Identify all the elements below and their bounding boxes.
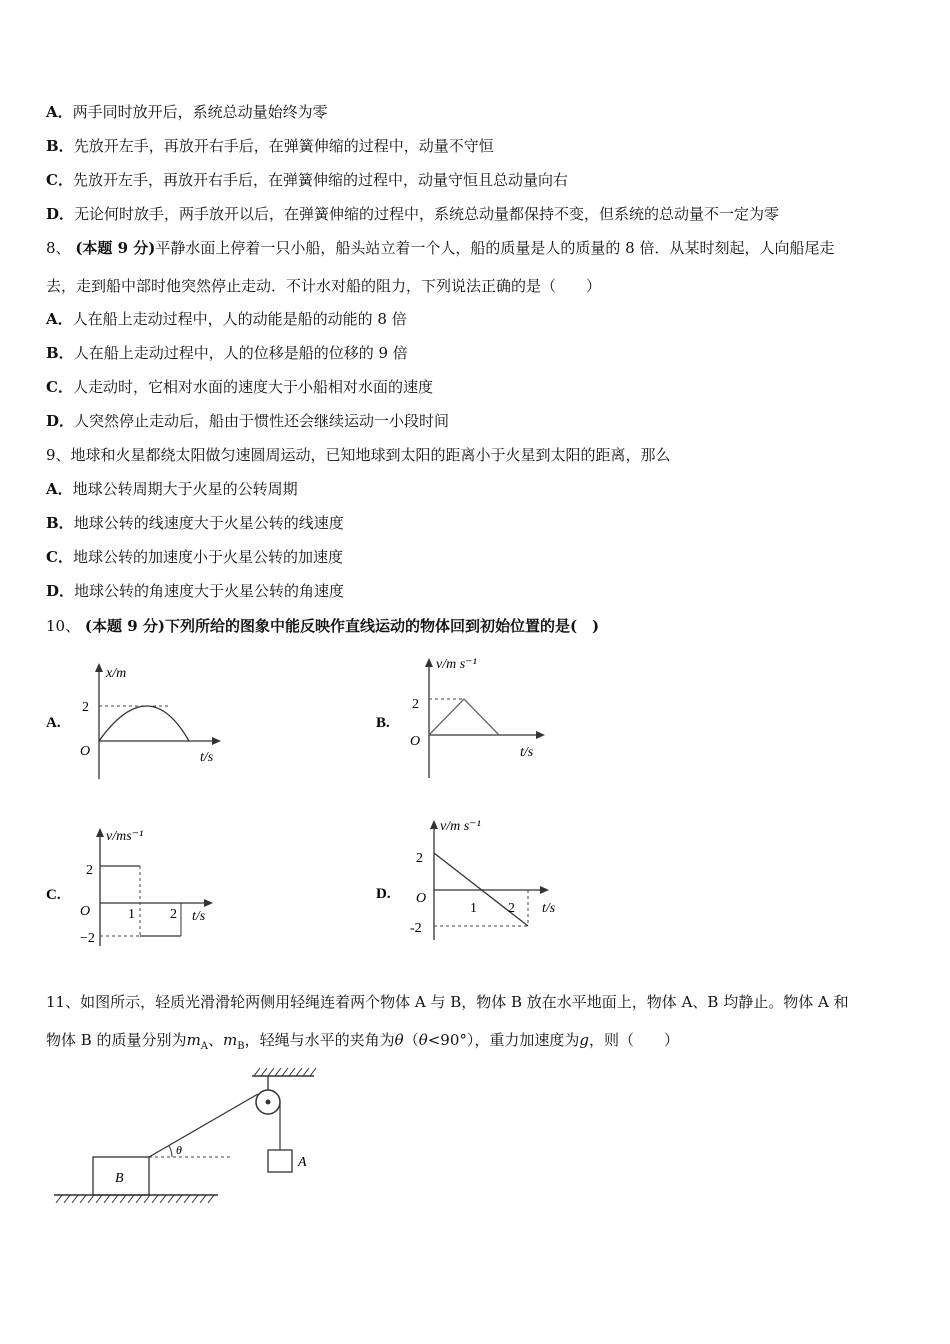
q8-option-b <box>46 343 408 363</box>
graph-c-label: C. <box>46 887 61 903</box>
x-axis-label: t/s <box>520 745 534 760</box>
x-axis-label: t/s <box>200 750 214 765</box>
y-axis-arrow <box>95 663 103 672</box>
y-tick-negative: −2 <box>80 931 95 946</box>
x-axis-arrow <box>536 731 545 739</box>
option-label: C． <box>46 548 73 566</box>
option-label: C． <box>46 171 73 189</box>
y-axis-arrow <box>96 828 104 837</box>
option-label: D． <box>46 582 75 600</box>
mass-a-subscript: A <box>200 1041 209 1052</box>
ground-hatch <box>56 1195 214 1203</box>
y-axis-label: v/m s⁻¹ <box>440 819 481 834</box>
text-segment: （ <box>403 1031 419 1049</box>
option-label: B． <box>46 514 74 532</box>
block-a-label: A <box>298 1155 307 1170</box>
q8-option-c <box>46 377 433 397</box>
graph-b-label: B. <box>376 715 390 731</box>
option-label: C． <box>46 378 73 396</box>
graph-b <box>370 650 560 789</box>
option-text: 人突然停止走动后，船由于惯性还会继续运动一小段时间 <box>74 412 450 430</box>
graph-a-label: A. <box>46 715 61 731</box>
ceiling-hatch <box>254 1068 316 1076</box>
q10-stem <box>46 616 599 636</box>
q9-option-a <box>46 479 298 499</box>
option-label: A． <box>46 310 73 328</box>
x-axis-label: t/s <box>542 901 556 916</box>
option-text: 地球公转的加速度小于火星公转的加速度 <box>72 548 343 566</box>
graph-c <box>40 820 230 954</box>
position-curve <box>99 706 189 741</box>
y-tick-negative: -2 <box>410 921 422 936</box>
question-text: 下列所给的图象中能反映作直线运动的物体回到初始位置的是( ) <box>164 617 600 635</box>
q8-option-d <box>46 411 449 431</box>
option-label: D． <box>46 205 75 223</box>
y-axis-label: v/ms⁻¹ <box>106 829 144 844</box>
graph-c-svg <box>40 820 230 950</box>
question-text: 平静水面上停着一只小船，船头站立着一个人，船的质量是人的质量的 8 倍．从某时刻起，人向船尾走 <box>155 239 835 257</box>
option-label: B． <box>46 344 74 362</box>
option-text: 先放开左手，再放开右手后，在弹簧伸缩的过程中，动量守恒且总动量向右 <box>72 171 568 189</box>
y-tick-positive: 2 <box>416 851 423 866</box>
angle-arc <box>169 1146 172 1157</box>
graph-d <box>370 812 570 951</box>
theta-symbol: θ <box>394 1031 404 1049</box>
question-number: 8、 <box>46 239 71 257</box>
y-tick-label: 2 <box>82 700 89 715</box>
q9-option-c <box>46 547 343 567</box>
origin-label: O <box>410 734 421 749</box>
q8-option-a <box>46 309 407 329</box>
x-axis-label: t/s <box>192 909 206 924</box>
option-label: A． <box>46 480 73 498</box>
y-axis-label: x/m <box>106 666 127 681</box>
x-tick-2: 2 <box>508 901 515 916</box>
mass-b-subscript: B <box>237 1041 245 1052</box>
option-text: 人在船上走动过程中，人的动能是船的动能的 8 倍 <box>72 310 407 328</box>
option-text: 两手同时放开后，系统总动量始终为零 <box>72 103 328 121</box>
text-segment: <90°），重力加速度为 <box>427 1031 580 1049</box>
separator: 、 <box>208 1031 224 1049</box>
rope-to-b <box>149 1094 258 1157</box>
q7-option-c <box>46 170 568 190</box>
q8-stem-line1 <box>46 238 835 258</box>
question-number: 10、 <box>46 617 81 635</box>
q9-option-b <box>46 513 344 533</box>
q7-option-d <box>46 204 779 224</box>
x-tick-1: 1 <box>470 901 477 916</box>
text-segment: ，则（ ） <box>589 1031 680 1049</box>
block-b-label: B <box>115 1171 124 1186</box>
angle-label: θ <box>176 1143 182 1157</box>
graph-a <box>40 655 240 789</box>
origin-label: O <box>416 891 427 906</box>
pulley-axle <box>266 1100 271 1105</box>
block-a <box>268 1150 292 1172</box>
q11-stem-line1: 11、如图所示，轻质光滑滑轮两侧用轻绳连着两个物体 A 与 B，物体 B 放在水平地面上，物体 A、B 均静止。物体 A 和 <box>46 993 849 1011</box>
pulley-figure-svg <box>48 1062 328 1207</box>
y-axis-arrow <box>425 658 433 667</box>
velocity-line <box>429 699 499 735</box>
option-text: 地球公转的角速度大于火星公转的角速度 <box>74 582 345 600</box>
mass-a-symbol: m <box>186 1031 201 1049</box>
option-text: 人在船上走动过程中，人的位移是船的位移的 9 倍 <box>73 344 408 362</box>
graph-d-svg <box>370 812 570 947</box>
x-axis-arrow <box>540 886 549 894</box>
origin-label: O <box>80 904 91 919</box>
q8-stem-line2: 去，走到船中部时他突然停止走动．不计水对船的阻力，下列说法正确的是（ ） <box>46 277 602 295</box>
option-label: A． <box>46 103 73 121</box>
option-text: 先放开左手，再放开右手后，在弹簧伸缩的过程中，动量不守恒 <box>73 137 494 155</box>
text-segment: ，轻绳与水平的夹角为 <box>244 1031 395 1049</box>
origin-label: O <box>80 744 91 759</box>
q11-stem-line2 <box>46 1030 679 1057</box>
x-tick-1: 1 <box>128 907 135 922</box>
mass-b-symbol: m <box>223 1031 238 1049</box>
text-segment: 物体 B 的质量分别为 <box>46 1031 187 1049</box>
q9-option-d <box>46 581 344 601</box>
q7-option-a <box>46 102 328 122</box>
x-axis-arrow <box>204 899 213 907</box>
option-text: 人走动时，它相对水面的速度大于小船相对水面的速度 <box>72 378 433 396</box>
graph-d-label: D. <box>376 886 391 902</box>
y-axis-arrow <box>430 820 438 829</box>
option-text: 地球公转的线速度大于火星公转的线速度 <box>73 514 344 532</box>
graph-a-svg <box>40 655 240 785</box>
question-tag: (本题 9 分) <box>75 239 156 257</box>
gravity-symbol: g <box>579 1031 589 1049</box>
theta-symbol: θ <box>418 1031 428 1049</box>
option-text: 地球公转周期大于火星的公转周期 <box>72 480 298 498</box>
graph-b-svg <box>370 650 560 785</box>
q7-option-b <box>46 136 494 156</box>
option-label: B． <box>46 137 74 155</box>
option-label: D． <box>46 412 75 430</box>
y-tick-positive: 2 <box>86 863 93 878</box>
y-tick-label: 2 <box>412 697 419 712</box>
option-text: 无论何时放手，两手放开以后，在弹簧伸缩的过程中，系统总动量都保持不变，但系统的总动量不一定为零 <box>74 205 780 223</box>
y-axis-label: v/m s⁻¹ <box>436 657 477 672</box>
x-tick-2: 2 <box>170 907 177 922</box>
q9-stem: 9、地球和火星都绕太阳做匀速圆周运动，已知地球到太阳的距离小于火星到太阳的距离，那么 <box>46 446 671 464</box>
question-tag: (本题 9 分) <box>84 617 165 635</box>
x-axis-arrow <box>212 737 221 745</box>
pulley-figure <box>48 1062 328 1211</box>
